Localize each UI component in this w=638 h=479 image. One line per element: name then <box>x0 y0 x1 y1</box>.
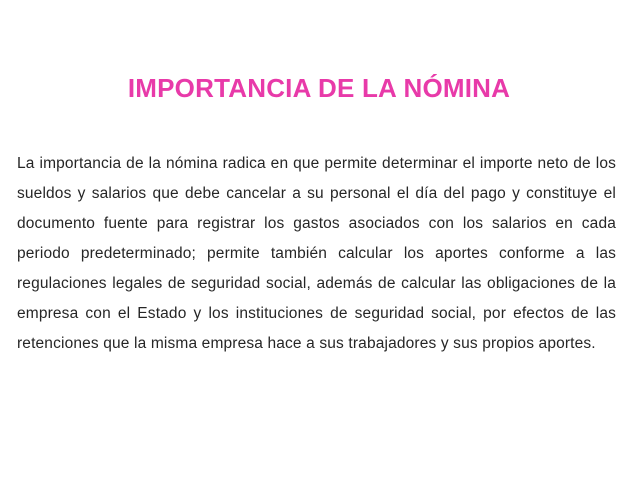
slide-title: IMPORTANCIA DE LA NÓMINA <box>127 73 511 103</box>
slide-paragraph: La importancia de la nómina radica en que permite determinar el importe neto de los sueldos y salarios que debe cancelar a su personal el día del pago y constituye el documento fuente para registrar los gastos asociados con los salarios en cada periodo predeterminado; permite también calcular los aportes conforme a las regulaciones legales de seguridad social, además de calcular las obligaciones de la empresa con el Estado y los instituciones de seguridad social, por efectos de las retenciones que la misma empresa hace a sus trabajadores y sus propios aportes. <box>17 155 616 352</box>
